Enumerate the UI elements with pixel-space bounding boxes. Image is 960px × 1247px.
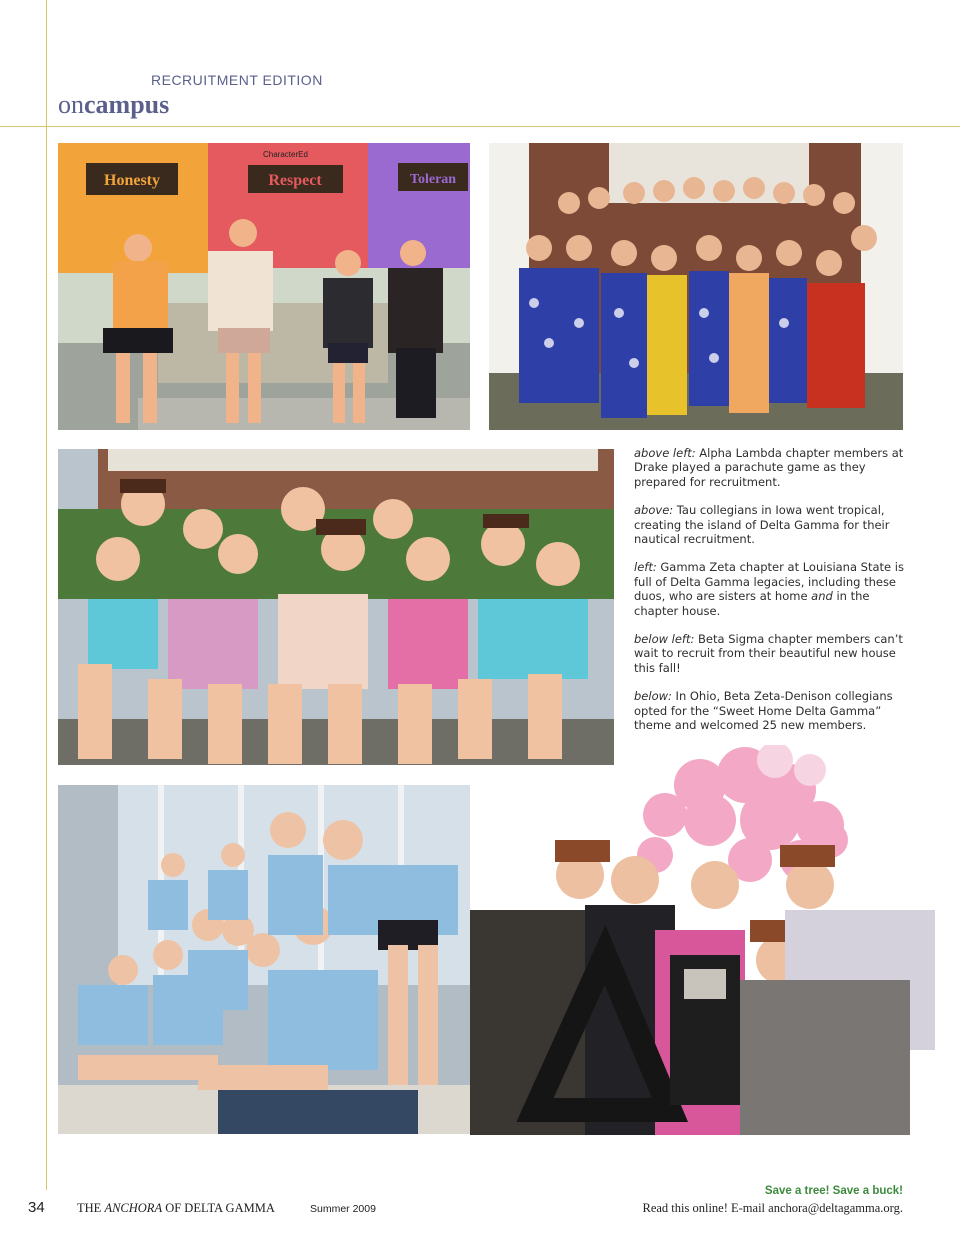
caption-text: Beta Sigma chapter members can’t wait to recruit from their beautiful new house this fall! [634, 632, 903, 675]
caption-text: Alpha Lambda chapter members at Drake played a parachute game as they prepared for recruitment. [634, 446, 904, 489]
save-a-tree-notice: Save a tree! Save a buck! [764, 1185, 903, 1197]
caption-lead: above: [634, 503, 674, 518]
caption-text: In Ohio, Beta Zeta-Denison collegians opted for the “Sweet Home Delta Gamma” theme and welcomed 25 new members. [634, 689, 893, 733]
magazine-name-post: OF DELTA GAMMA [162, 1201, 275, 1215]
caption-below-left [634, 632, 906, 675]
caption-emphasis: and [811, 589, 833, 604]
section-title [58, 90, 169, 120]
photo-legacies [58, 449, 614, 765]
photo-captions [634, 446, 906, 747]
caption-lead: left: [634, 560, 657, 575]
section-title-prefix: on [58, 90, 84, 119]
caption-left [634, 560, 906, 618]
caption-above [634, 503, 906, 546]
caption-lead: below: [634, 689, 672, 704]
horizontal-rule [0, 126, 960, 127]
parachute-banner-2: Respect [268, 172, 322, 189]
caption-text: Tau collegians in Iowa went tropical, creating the island of Delta Gamma for their nautical recruitment. [634, 503, 890, 547]
parachute-banner-3: Toleran [409, 172, 457, 187]
magazine-name-pre: THE [77, 1201, 105, 1215]
magazine-name-italic: ANCHORA [104, 1201, 163, 1215]
read-online-notice: Read this online! E-mail anchora@deltagamma.org. [642, 1201, 903, 1215]
issue-date: Summer 2009 [310, 1203, 376, 1215]
caption-above-left [634, 446, 906, 489]
parachute-brand: CharacterEd [263, 150, 308, 159]
caption-lead: above left: [634, 446, 696, 460]
page-number: 34 [28, 1199, 45, 1216]
photo-new-house [58, 785, 470, 1134]
vertical-rule [46, 0, 47, 1190]
caption-below [634, 689, 906, 732]
magazine-name [77, 1201, 275, 1216]
section-title-bold: campus [84, 90, 170, 119]
edition-label: RECRUITMENT EDITION [151, 72, 323, 88]
photo-parachute-game [58, 143, 470, 430]
caption-text: Gamma Zeta chapter at Louisiana State is full of Delta Gamma legacies, including these duos, who are sisters at home [634, 560, 904, 604]
photo-denison-balloons [470, 745, 935, 1135]
parachute-banner-1: Honesty [104, 172, 160, 189]
caption-lead: below left: [634, 632, 695, 647]
photo-tropical-recruitment [489, 143, 903, 430]
caption-tail: in the chapter house. [634, 589, 870, 618]
